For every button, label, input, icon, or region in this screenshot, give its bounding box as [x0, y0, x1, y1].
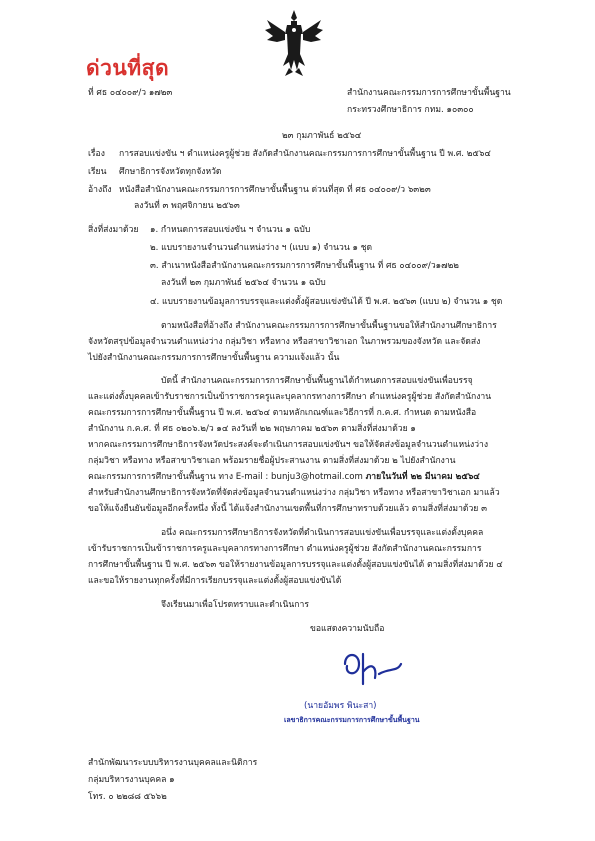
footer-phone: โทร. ๐ ๒๒๘๘ ๕๖๖๒ [88, 792, 167, 802]
garuda-emblem [263, 8, 325, 78]
closing-request: จึงเรียนมาเพื่อโปรดทราบและดำเนินการ [161, 600, 309, 610]
enclosure-item: ลงวันที่ ๒๓ กุมภาพันธ์ ๒๕๖๔ จำนวน ๑ ฉบับ [161, 278, 326, 288]
document-number: ที่ ศธ ๐๔๐๐๙/ว ๑๗๒๓ [88, 88, 173, 98]
paragraph-1-line: จังหวัดสรุปข้อมูลจำนวนตำแหน่งว่าง กลุ่มวิชา หรือทาง หรือสาขาวิชาเอก ในภาพรวมของจังหวัด และจัดส่ง [88, 337, 481, 347]
signatory-title: เลขาธิการคณะกรรมการการศึกษาขั้นพื้นฐาน [284, 716, 420, 724]
paragraph-1-line: ตามหนังสือที่อ้างถึง สำนักงานคณะกรรมการการศึกษาขั้นพื้นฐานขอให้สำนักงานศึกษาธิการ [161, 321, 497, 331]
subject-label: เรื่อง [88, 149, 105, 159]
paragraph-2-line: กลุ่มวิชา หรือทาง หรือสาขาวิชาเอก พร้อมรายชื่อผู้ประสานงาน ตามสิ่งที่ส่งมาด้วย ๒ ไปยังสำนักงาน [88, 456, 456, 466]
paragraph-2-line: คณะกรรมการการศึกษาขั้นพื้นฐาน ปี พ.ศ. ๒๕๖๔ ตามหลักเกณฑ์และวิธีการที่ ก.ค.ศ. กำหนด ตามหนังสือ [88, 408, 477, 418]
deadline: ภายในวันที่ ๒๒ มีนาคม ๒๕๖๔ [365, 472, 480, 482]
email-contact: คณะกรรมการการศึกษาขั้นพื้นฐาน ทาง E-mail : bunju3@hotmail.com [88, 472, 363, 482]
paragraph-3-line: การศึกษาขั้นพื้นฐาน ปี พ.ศ. ๒๕๖๓ ขอให้รายงานข้อมูลการบรรจุและแต่งตั้งผู้สอบแข่งขันได้ ตามสิ่งที่ส่งมาด้วย ๔ [88, 560, 503, 570]
enclosure-item: ๑. กำหนดการสอบแข่งขัน ฯ จำนวน ๑ ฉบับ [150, 225, 311, 235]
paragraph-2-line: สำนักงาน ก.ค.ศ. ที่ ศธ ๐๒๐๖.๒/ว ๑๔ ลงวันที่ ๒๒ พฤษภาคม ๒๕๖๓ ตามสิ่งที่ส่งมาด้วย ๑ [88, 424, 416, 434]
document-date: ๒๓ กุมภาพันธ์ ๒๕๖๔ [282, 131, 362, 141]
paragraph-2-email-line [88, 471, 480, 483]
paragraph-3-line: เข้ารับราชการเป็นข้าราชการครูและบุคลากรทางการศึกษา ตำแหน่งครูผู้ช่วย สังกัดสำนักงานคณะกรรมการ [88, 544, 482, 554]
footer-group: กลุ่มบริหารงานบุคคล ๑ [88, 775, 175, 785]
footer-office: สำนักพัฒนาระบบบริหารงานบุคคลและนิติการ [88, 758, 258, 768]
signature-mark [337, 644, 407, 694]
enclosure-item: ๓. สำเนาหนังสือสำนักงานคณะกรรมการการศึกษาขั้นพื้นฐาน ที่ ศธ ๐๔๐๐๙/ว๑๗๒๒ [150, 261, 459, 271]
paragraph-2-line: สำหรับสำนักงานศึกษาธิการจังหวัดที่จัดส่งข้อมูลจำนวนตำแหน่งว่าง กลุ่มวิชา หรือทาง หรือสาขาวิชาเอก มาแล้ว [88, 488, 500, 498]
signatory-name: (นายอัมพร พินะสา) [304, 701, 377, 711]
reference-line-1: หนังสือสำนักงานคณะกรรมการการศึกษาขั้นพื้นฐาน ด่วนที่สุด ที่ ศธ ๐๔๐๐๙/ว ๖๓๒๓ [119, 185, 431, 195]
recipient-label: เรียน [88, 167, 107, 177]
paragraph-2-line: บัดนี้ สำนักงานคณะกรรมการการศึกษาขั้นพื้นฐานได้กำหนดการสอบแข่งขันเพื่อบรรจุ [161, 376, 473, 386]
paragraph-1-line: ไปยังสำนักงานคณะกรรมการการศึกษาขั้นพื้นฐาน ความแจ้งแล้ว นั้น [88, 353, 340, 363]
enclosures-label: สิ่งที่ส่งมาด้วย [88, 225, 139, 235]
enclosure-item: ๔. แบบรายงานข้อมูลการบรรจุและแต่งตั้งผู้สอบแข่งขันได้ ปี พ.ศ. ๒๕๖๓ (แบบ ๒) จำนวน ๑ ชุด [150, 297, 503, 307]
recipient-text: ศึกษาธิการจังหวัดทุกจังหวัด [119, 167, 222, 177]
paragraph-2-line: หากคณะกรรมการศึกษาธิการจังหวัดประสงค์จะดำเนินการสอบแข่งขันฯ ขอให้จัดส่งข้อมูลจำนวนตำแหน่งว่าง [88, 440, 489, 450]
subject-text: การสอบแข่งขัน ฯ ตำแหน่งครูผู้ช่วย สังกัดสำนักงานคณะกรรมการการศึกษาขั้นพื้นฐาน ปี พ.ศ. ๒๕๖๔ [119, 149, 491, 159]
reference-label: อ้างถึง [88, 185, 112, 195]
urgent-stamp: ด่วนที่สุด [86, 56, 170, 80]
paragraph-3-line: อนึ่ง คณะกรรมการศึกษาธิการจังหวัดที่ดำเนินการสอบแข่งขันเพื่อบรรจุและแต่งตั้งบุคคล [161, 528, 484, 538]
paragraph-2-line: และแต่งตั้งบุคคลเข้ารับราชการเป็นข้าราชการครูและบุคลากรทางการศึกษา ตำแหน่งครูผู้ช่วย สังกัดสำนักงาน [88, 392, 492, 402]
closing-salutation: ขอแสดงความนับถือ [310, 624, 385, 634]
org-name: สำนักงานคณะกรรมการการศึกษาขั้นพื้นฐาน [347, 88, 511, 98]
org-address: กระทรวงศึกษาธิการ กทม. ๑๐๓๐๐ [347, 105, 474, 115]
paragraph-2-line: ขอให้แจ้งยืนยันข้อมูลอีกครั้งหนึ่ง ทั้งนี้ ได้แจ้งสำนักงานเขตพื้นที่การศึกษาทราบด้วยแล้ว ตามสิ่งที่ส่งมาด้วย ๓ [88, 504, 487, 514]
paragraph-3-line: และขอให้รายงานทุกครั้งที่มีการเรียกบรรจุและแต่งตั้งผู้สอบแข่งขันได้ [88, 576, 342, 586]
reference-line-2: ลงวันที่ ๓ พฤศจิกายน ๒๕๖๓ [134, 201, 240, 211]
enclosure-item: ๒. แบบรายงานจำนวนตำแหน่งว่าง ฯ (แบบ ๑) จำนวน ๑ ชุด [150, 243, 373, 253]
